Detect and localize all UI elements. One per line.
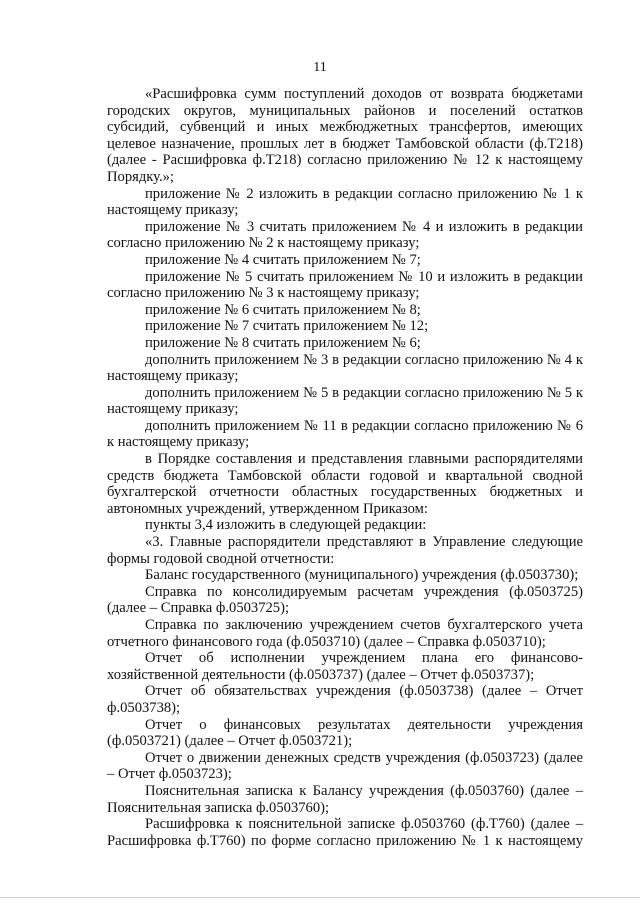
paragraph: приложение № 2 изложить в редакции согласно приложению № 1 к настоящему приказу; [107,185,583,219]
document-body [107,86,583,849]
paragraph: Справка по заключению учреждением счетов бухгалтерского учета отчетного финансового года (ф.0503710) (далее – Справка ф.0503710); [107,617,583,650]
paragraph: приложение № 3 считать приложением № 4 и изложить в редакции согласно приложению № 2 к настоящему приказу; [107,218,583,252]
paragraph: Отчет об исполнении учреждением плана его финансово-хозяйственной деятельности (ф.0503737) (далее – Отчет ф.0503737); [107,650,583,683]
paragraph: приложение № 8 считать приложением № 6; [145,334,421,351]
paragraph: приложение № 4 считать приложением № 7; [145,251,421,268]
paragraph: пункты 3,4 изложить в следующей редакции: [145,517,427,534]
paragraph: приложение № 5 считать приложением № 10 и изложить в редакции согласно приложению № 3 к настоящему приказу; [107,268,583,302]
paragraph: Баланс государственного (муниципального) учреждения (ф.0503730); [145,567,579,584]
paragraph: Отчет об обязательствах учреждения (ф.0503738) (далее – Отчет ф.0503738); [107,683,583,716]
paragraph: Пояснительная записка к Балансу учреждения (ф.0503760) (далее – Пояснительная записка ф.0503760); [107,782,583,816]
paragraph: Отчет о движении денежных средств учреждения (ф.0503723) (далее – Отчет ф.0503723); [107,749,583,783]
paragraph: Расшифровка к пояснительной записке ф.0503760 (ф.Т760) (далее – Расшифровка ф.Т760) по форме согласно приложению № 1 к настоящему [107,816,583,849]
page-number: 11 [313,60,327,75]
paragraph: приложение № 6 считать приложением № 8; [145,301,421,318]
paragraph: Отчет о финансовых результатах деятельности учреждения (ф.0503721) (далее – Отчет ф.0503721); [107,716,583,750]
paragraph: «3. Главные распорядители представляют в Управление следующие формы годовой сводной отчетности: [107,534,583,567]
paragraph: в Порядке составления и представления главными распорядителями средств бюджета Тамбовской области годовой и квартальной сводной бухгалтерской отчетности областных государственных бюджетных и автономных учреждений, утвержденном Приказом: [107,451,583,517]
paragraph: дополнить приложением № 3 в редакции согласно приложению № 4 к настоящему приказу; [107,351,583,385]
paragraph: «Расшифровка сумм поступлений доходов от возврата бюджетами городских округов, муниципальных районов и поселений остатков субсидий, субвенций и иных межбюджетных трансфертов, имеющих целевое назначение, прошлых лет в бюджет Тамбовской области (ф.Т218) (далее - Расшифровка ф.Т218) согласно приложению № 12 к настоящему Порядку.»; [107,86,583,185]
page-edge-rule [0,897,640,898]
paragraph: приложение № 7 считать приложением № 12; [145,318,429,335]
paragraph: Справка по консолидируемым расчетам учреждения (ф.0503725) (далее – Справка ф.0503725); [107,583,583,617]
paragraph: дополнить приложением № 11 в редакции согласно приложению № 6 к настоящему приказу; [107,417,583,451]
paragraph: дополнить приложением № 5 в редакции согласно приложению № 5 к настоящему приказу; [107,384,583,418]
